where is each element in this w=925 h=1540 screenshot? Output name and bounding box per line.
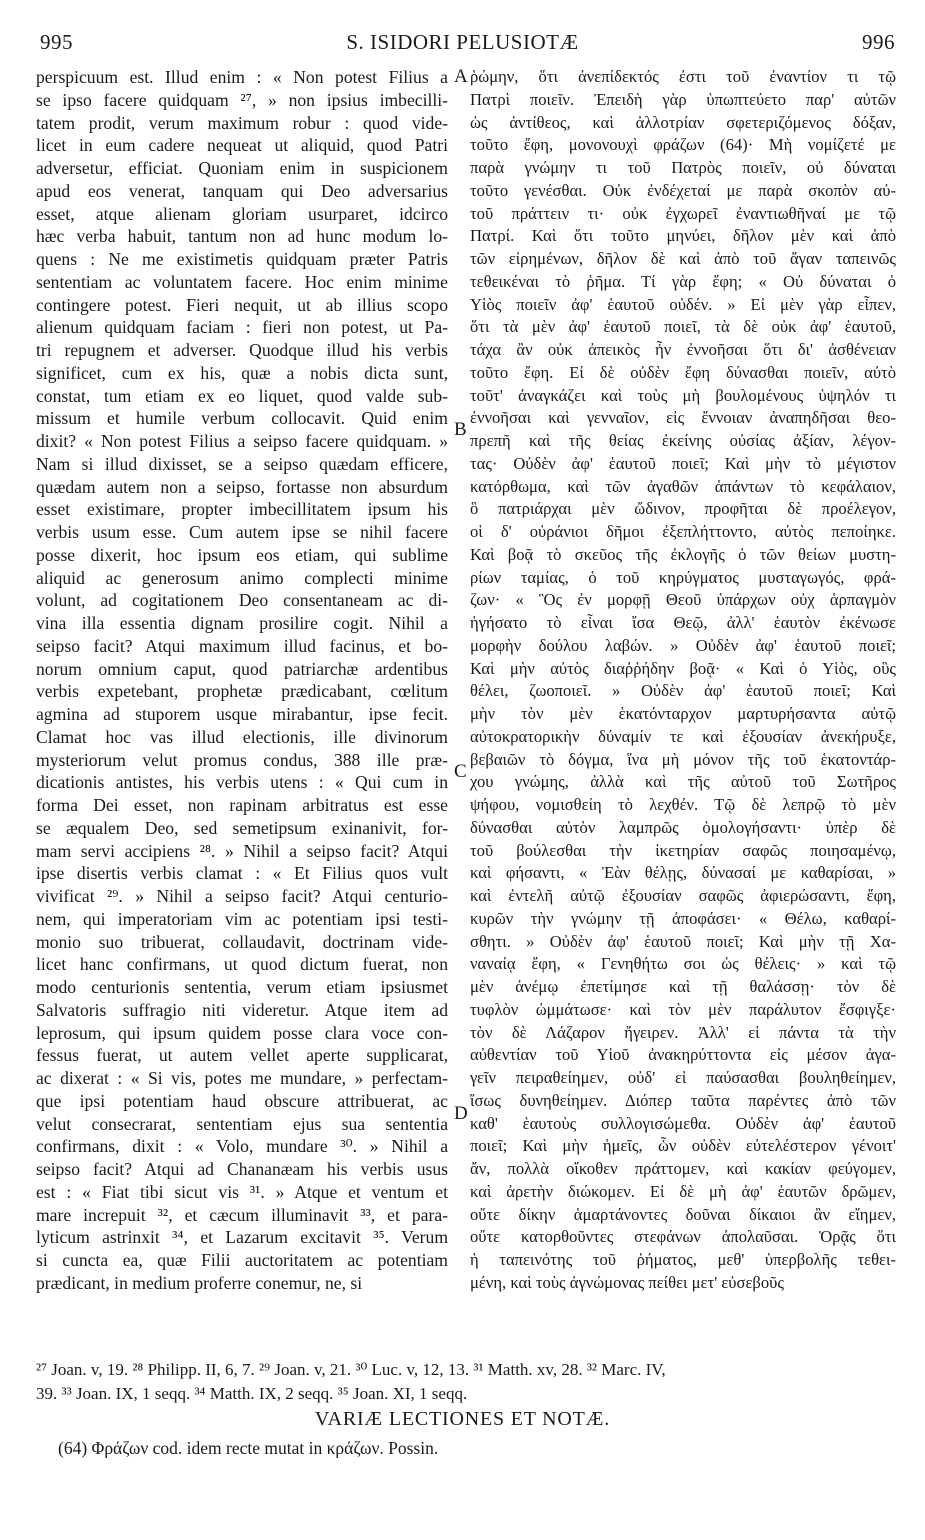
text-line: nem, qui imperatoriam vim ac potentiam ipsi testi- (36, 908, 448, 929)
text-line: Πατρὶ ποιεῖν. Ἐπειδὴ γὰρ ὑπωπτεύετο παρ' αὐτῶν (470, 89, 896, 109)
text-line: ἴσως δυνηθείημεν. Διόπερ ταῦτα παρέντες ἀπὸ τῶν (470, 1090, 896, 1110)
text-line: vivificat ²⁹. » Nihil a seipso facit? Atqui centurio- (36, 886, 448, 906)
text-line: τῶν εἰρημένων, δῆλον δὲ καὶ ἀπὸ τοῦ ἄγαν ταπεινῶς (470, 249, 896, 268)
text-line: significet, cum ex his, quæ a nobis dicta sunt, (36, 362, 448, 383)
text-line: fessus fuerat, ut autem vellet aperte supplicarat, (36, 1045, 448, 1066)
text-line: alienum quidquam faciam : fieri non potest, ut Pa- (36, 317, 448, 338)
text-line: Clamat hoc vas illud electionis, ille divinorum (36, 726, 448, 747)
text-line: μορφὴν δούλου λαβών. » Οὐδὲν ἀφ' ἑαυτοῦ ποιεῖ; (470, 635, 896, 655)
text-line: mysteriorum velut promus condus, 388 ille præ- (36, 749, 448, 770)
text-line: Υἱὸς ποιεῖν ἀφ' ἑαυτοῦ οὐδέν. » Εἰ μὲν γὰρ εἶπεν, (470, 294, 896, 314)
text-line: seipso facit? Atqui ad Chananæam his verbis usus (36, 1159, 448, 1179)
text-line: prædicant, in medium proferre conemur, ne, si (36, 1272, 363, 1293)
text-line: constat, tum etiam ex eo liquet, quod valde sub- (36, 385, 448, 406)
text-line: mam servi accipiens ²⁸. » Nihil a seipso facit? Atqui (36, 840, 448, 861)
text-line: τοῦτο ἔφη, μονονουχὶ φράζων (64)· Μὴ νομίζετέ με (470, 135, 896, 155)
text-line: τοῦτο ἔφη. Εἰ δὲ οὐδὲν ἔφη δύνασθαι ποιεῖν, αὐτὸ (470, 362, 896, 382)
text-line: monio suo tribuerat, collaudavit, doctrinam vide- (36, 931, 448, 952)
text-line: κυρῶν τὴν γνώμην τῇ ἀποφάσει· « Θέλω, καθαρί- (470, 908, 896, 928)
text-line: mare increpuit ³², et cæcum illuminavit ³³, et para- (36, 1204, 448, 1225)
text-line: καὶ φήσαντι, « Ἐὰν θέλῃς, δύνασαί με καθαρίσαι, » (470, 863, 896, 883)
text-line: οἱ δ' οὐράνιοι δῆμοι ἐξεπλήττοντο, αὐτὸς πεποίηκε. (470, 522, 896, 541)
text-line: μὴν τὸν μὲν ἑκατόνταρχον μαρτυρήσαντα αὐτῷ (470, 704, 896, 723)
page-header (0, 30, 925, 64)
variae-lectiones-title: VARIÆ LECTIONES ET NOTÆ. (314, 1408, 611, 1430)
text-line: aliquid ac generosum animo complecti minime (36, 567, 448, 588)
text-line: τάχα ἂν οὐκ ἀπεικὸς ἦν ἐννοῆσαι ὅτι δι' ἀσθένειαν (470, 340, 896, 359)
text-line: forma Dei esset, non rapinam arbitratus est esse (36, 795, 448, 815)
text-line: ἡγήσατο τὸ εἶναι ἴσα Θεῷ, ἀλλ' ἑαυτὸν ἐκένωσε (470, 613, 896, 632)
text-line: tri repugnem et adverser. Quodque illud his verbis (36, 340, 448, 360)
text-line: ποιεῖ; Καὶ μὴν ἡμεῖς, ὧν οὐδὲν εὐτελέστερον γένοιτ' (470, 1136, 896, 1156)
text-line: esset, atque alienam gloriam usurparet, idcirco (36, 203, 448, 224)
text-line: confirmans, dixit : « Volo, mundare ³⁰. » Nihil a (36, 1136, 448, 1157)
text-line: καθ' ἑαυτοὺς συλλογισώμεθα. Οὐδὲν ἀφ' ἑαυτοῦ (470, 1113, 896, 1133)
text-line: posse dixerit, hoc ipsum eos etiam, qui sublime (36, 544, 448, 565)
text-line: est : « Fiat tibi sicut vis ³¹. » Atque et ventum et (36, 1181, 448, 1202)
text-line: βεβαιῶν τὸ δόγμα, ἵνα μὴ μόνον τῆς τοῦ ἑκατοντάρ- (470, 749, 896, 769)
text-line: verbis usum esse. Cum autem ipse se nihil facere (36, 522, 448, 542)
text-line: sententiam ac voluntatem facere. Hoc enim minime (36, 271, 448, 292)
text-line: Nam si illud dixisset, se a seipso quædam efficere, (36, 453, 448, 474)
text-line: ζων· « Ὃς ἐν μορφῇ Θεοῦ ὑπάρχων οὐχ ἁρπαγμὸν (470, 590, 896, 610)
margin-marker-b: B (454, 419, 467, 440)
text-line: ipse disertis verbis clamat : « Et Filius quos vult (36, 863, 448, 884)
text-line: verbis expetebant, prophetæ prædicabant, cœlitum (36, 681, 448, 702)
text-line: αὐτοκρατορικὴν δύναμίν τε καὶ ἐξουσίαν ἀνεκήρυξε, (470, 726, 896, 746)
text-line: Καὶ μὴν αὐτὸς διαῤῥήδην βοᾷ· « Καὶ ὁ Υἱὸς, οὓς (470, 658, 896, 678)
text-line: ὅτι τὰ μὲν ἀφ' ἑαυτοῦ ποιεῖ, τὰ δὲ οὐκ ἀφ' ἑαυτοῦ, (470, 317, 896, 337)
text-line: τοῦτο γενέσθαι. Οὐκ ἐνδέχεταί με παρὰ σκοπὸν αὐ- (470, 180, 896, 200)
margin-marker-c: C (454, 761, 467, 782)
text-line: lyticum astrinxit ³⁴, et Lazarum excitavit ³⁵. Verum (36, 1227, 448, 1248)
text-line: δύνασθαι αὐτὸν λαμπρῶς ὁμολογήσαντι· ὑπὲρ δὲ (470, 817, 896, 837)
text-line: παρὰ γνώμην τι τοῦ Πατρὸς ποιεῖν, οὐ δύναται (470, 158, 896, 177)
text-line: ἄν, πολλὰ οἴκοθεν πράττομεν, καὶ κακίαν φεύγομεν, (470, 1159, 896, 1178)
text-line: se ipso facere quidquam ²⁷, » non ipsius imbecilli- (36, 89, 448, 110)
text-line: οὔτε δίκην ἁμαρτάνοντες δοῦναι δίκαιοι ἂν εἴημεν, (470, 1204, 896, 1224)
margin-marker-a: A (454, 66, 468, 87)
text-line: velut consecrarat, sententiam ejus sua sententia (36, 1113, 448, 1134)
text-line: καὶ ἐντελῆ αὐτῷ ἐξουσίαν σαφῶς ἀφιερώσαντι, ἔφη, (470, 886, 896, 905)
text-line: μένη, καὶ τοὺς ἀγνώμονας πείθει μετ' εὐσεβοῦς (470, 1272, 784, 1292)
text-line: dicationis antistes, his verbis utens : « Qui cum in (36, 772, 448, 793)
text-line: missum et humile verbum collocavit. Quid enim (36, 408, 448, 429)
text-line: tatem prodit, verum maximum robur : quod vide- (36, 112, 448, 133)
text-line: ἐννοῆσαι καὶ γενναῖον, εἰς ἔννοιαν ἀναπηδῆσαι θεο- (470, 408, 896, 428)
text-line: πρεπῆ καὶ τῆς θείας ἐκείνης οὐσίας ἀξίαν, λέγον- (470, 431, 896, 450)
latin-column (36, 66, 448, 1295)
text-line: τυφλὸν ὠμμάτωσε· καὶ τὸν μὲν παράλυτον ἔσφιγξε· (470, 999, 896, 1019)
variae-lectiones-note: (64) Φράζων cod. idem recte mutat in κράζων. Possin. (58, 1438, 439, 1458)
text-line: esset existimare, propter imbecillitatem ipsum his (36, 499, 448, 520)
text-line: seipso facit? Atqui maximum illud facinus, et bo- (36, 635, 448, 656)
text-line: τοῦτ' ἀναγκάζει καὶ τοὺς μὴ βουλομένους ὑψηλόν τι (470, 385, 896, 405)
text-line: Πατρί. Καὶ ὅτι τοῦτο μηνύει, δῆλον μὲν καὶ ἀπὸ (470, 226, 896, 246)
text-line: κατόρθωμα, καὶ τῶν ἀγαθῶν ἁπάντων τὸ κεφάλαιον, (470, 476, 896, 496)
text-line: ρίων ταμίας, ὁ τοῦ κηρύγματος μυσταγωγός, φρά- (470, 567, 896, 587)
text-line: Καὶ βοᾷ τὸ σκεῦος τῆς ἐκλογῆς ὁ τῶν θείων μυστη- (470, 544, 896, 564)
footnotes (36, 1358, 896, 1406)
text-line: vina illa essentia dignam prosilire cogit. Nihil a (36, 613, 448, 633)
text-line: apud eos venerat, tanquam qui Deo adversarius (36, 180, 448, 201)
text-line: licet hanc confirmans, ut quod dictum fuerat, non (36, 954, 448, 975)
greek-column (470, 66, 896, 1295)
text-line: τας· Οὐδὲν ἀφ' ἑαυτοῦ ποιεῖ; Καὶ μὴν τὸ μέγιστον (470, 453, 896, 473)
text-line: οὔτε κατορθοῦντες στεφάνων ἀπολαῦσαι. Ὁρᾷς ὅτι (470, 1227, 896, 1247)
text-line: ὡς ἀντίθεος, καὶ ἀλλοτρίαν σφετεριζόμενος δόξαν, (470, 112, 896, 132)
right-page-number: 996 (862, 30, 895, 54)
text-line: volunt, ad cogitationem Deo consentaneam ac di- (36, 590, 448, 611)
text-line: ψήφου, νομισθείη τὸ λεχθέν. Τῷ δὲ λεπρῷ τὸ μὲν (470, 795, 896, 814)
text-line: adversetur, efficiat. Quoniam enim in suspicionem (36, 158, 448, 178)
text-line: licet in eum cadere nequeat ut aliquid, quod Patri (36, 135, 448, 156)
text-line: modo centurionis sententia, verum etiam ipsiusmet (36, 977, 448, 997)
text-line: ἡ ταπεινότης τοῦ ῥήματος, μεθ' ὑπερβολῆς τεθει- (470, 1250, 896, 1269)
text-line: καὶ ἀρετὴν διώκομεν. Εἰ δὲ μὴ ἀφ' ἑαυτῶν δρῶμεν, (470, 1181, 896, 1201)
margin-marker-d: D (454, 1103, 468, 1124)
text-line: que ipsi potentiam haud obscure attribuerat, ac (36, 1090, 448, 1111)
footnote-line: ²⁷ Joan. v, 19. ²⁸ Philipp. II, 6, 7. ²⁹ Joan. v, 21. ³⁰ Luc. v, 12, 13. ³¹ Matth. xv, 28. ³² Marc. IV, (36, 1360, 666, 1379)
text-line: quædam autem non a seipso, fortasse non absurdum (36, 476, 448, 497)
text-line: μὲν ἀνέμῳ ἐπετίμησε καὶ τῇ θαλάσσῃ· τὸν δὲ (470, 977, 896, 996)
text-line: τοῦ βούλεσθαι τὴν ἱκετηρίαν σαφῶς ποιησαμένῳ, (470, 840, 896, 860)
text-line: dixit? « Non potest Filius a seipso facere quidquam. » (36, 431, 448, 451)
text-line: Salvatoris suffragio niti videretur. Atque item ad (36, 999, 448, 1020)
text-line: αὐθεντίαν τοῦ Υἱοῦ ἀνακηρύττοντα εἰς μέσον ἀγα- (470, 1045, 896, 1065)
text-line: se æqualem Deo, sed semetipsum exinanivit, for- (36, 817, 448, 838)
text-line: hæc verba habuit, tantum non ad hunc modum lo- (36, 226, 448, 247)
footnote-line: 39. ³³ Joan. IX, 1 seqq. ³⁴ Matth. IX, 2 seqq. ³⁵ Joan. XI, 1 seqq. (36, 1384, 468, 1403)
text-line: agmina ad stuporem usque mirabantur, ipse fecit. (36, 704, 448, 724)
text-line: ναναίᾳ ἔφη, « Γενηθήτω σοι ὡς θέλεις· » καὶ τῷ (470, 954, 896, 974)
text-line: ὃ πατριάρχαι μὲν ὤδινον, προφῆται δὲ προέλεγον, (470, 499, 896, 519)
running-title: S. ISIDORI PELUSIOTÆ (346, 30, 579, 54)
text-line: τὸν δὲ Λάζαρον ἤγειρεν. Ἀλλ' εἰ πάντα τὰ τὴν (470, 1022, 896, 1042)
left-page-number: 995 (40, 30, 73, 54)
text-line: χου γνώμης, ἀλλὰ καὶ τῆς αὐτοῦ τοῦ Σωτῆρος (470, 772, 896, 792)
text-line: si cuncta ea, quæ Filii auctoritatem ac potentiam (36, 1250, 448, 1270)
text-line: γεῖν πειραθείημεν, οὐδ' εἰ παύσασθαι βουληθείημεν, (470, 1068, 896, 1087)
text-line: ῥώμην, ὅτι ἀνεπίδεκτός ἐστι τοῦ ἐναντίον τι τῷ (470, 67, 896, 86)
text-line: contingere potest. Fieri nequit, ut ab illius scopo (36, 294, 448, 315)
text-line: leprosum, qui ipsum quidem posse clara voce con- (36, 1022, 448, 1043)
text-line: norum omnium caput, quod patriarchæ ardentibus (36, 658, 448, 679)
text-line: σθητι. » Οὐδὲν ἀφ' ἑαυτοῦ ποιεῖ; Καὶ μὴν τῇ Χα- (470, 931, 896, 951)
text-line: perspicuum est. Illud enim : « Non potest Filius a (36, 67, 448, 87)
text-line: quens : Ne me existimetis quidquam præter Patris (36, 249, 448, 269)
text-line: τοῦ πράττειν τι· οὐκ ἐγχωρεῖ ἐναντιωθῆναί με τῷ (470, 203, 896, 223)
text-line: τεθεικέναι τὸ ῥῆμα. Τί γὰρ ἔφη; « Οὐ δύναται ὁ (470, 271, 896, 291)
text-line: ac dixerat : « Si vis, potes me mundare, » perfectam- (36, 1068, 448, 1088)
text-line: θέλει, ζωοποιεῖ. » Οὐδὲν ἀφ' ἑαυτοῦ ποιεῖ; Καὶ (470, 681, 896, 701)
